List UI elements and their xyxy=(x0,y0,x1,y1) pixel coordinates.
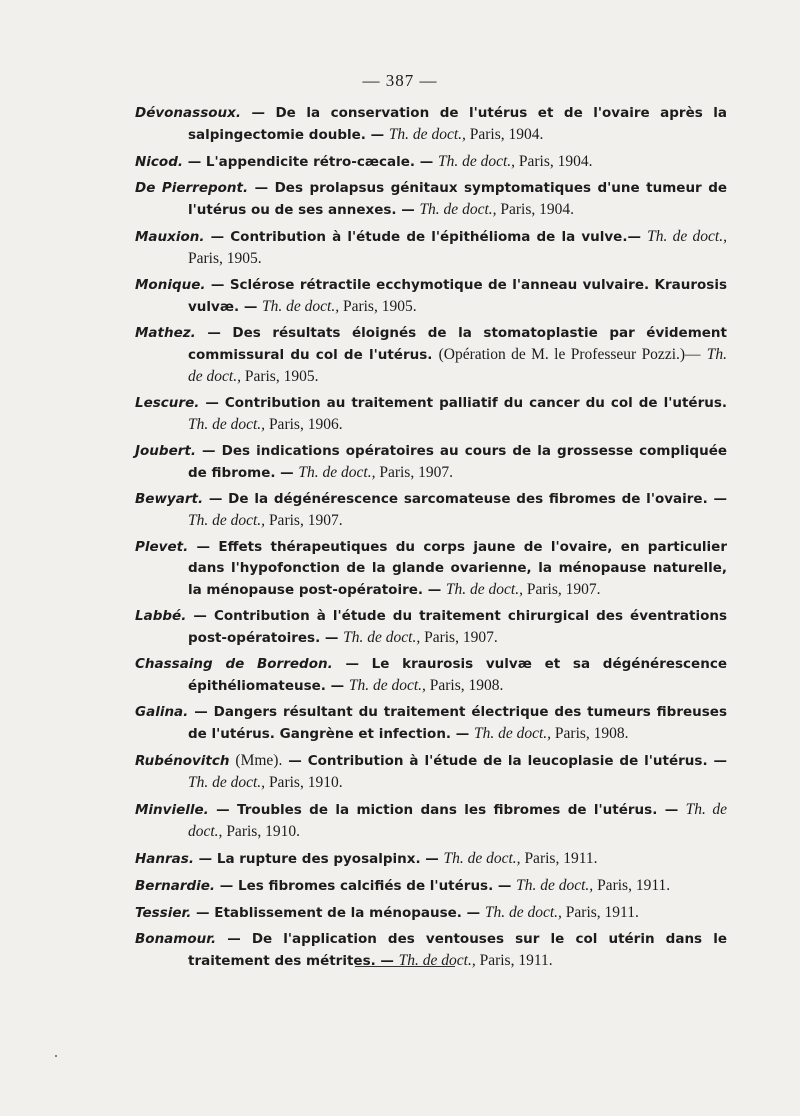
entry-title: — Troubles de la miction dans les fibromes de l'utérus. — xyxy=(216,802,679,818)
entry-title: — Le kraurosis vulvæ et sa dégénérescence épithéliomateuse. — xyxy=(188,656,727,694)
entry-thesis-label: Th. de doct., xyxy=(348,677,426,694)
entry-title: — Contribution à l'étude de la leucoplasie de l'utérus. — xyxy=(288,753,727,769)
bibliography-entry xyxy=(135,393,727,436)
entry-author: Rubénovitch xyxy=(135,753,230,769)
bibliography-entry xyxy=(135,537,727,601)
entry-place-year: Paris, 1910. xyxy=(226,823,300,840)
entry-title: — Des résultats éloignés de la stomatoplastie par évidement commissural du col de l'utérus. xyxy=(188,325,727,363)
bibliography-list xyxy=(135,103,727,977)
bibliography-entry xyxy=(135,606,727,649)
entry-author: Dévonassoux. xyxy=(135,105,241,121)
scan-speck xyxy=(55,1055,57,1057)
bibliography-entry xyxy=(135,654,727,697)
bibliography-entry xyxy=(135,226,727,270)
bibliography-entry xyxy=(135,323,727,388)
entry-title: — Effets thérapeutiques du corps jaune de l'ovaire, en particulier dans l'hypofonction de la glande ovarienne, la ménopause naturelle, la ménopause post-opératoire. — xyxy=(188,539,728,598)
entry-author: Tessier. xyxy=(135,905,192,921)
entry-thesis-label: Th. de doct., xyxy=(188,774,266,791)
entry-author: Lescure. xyxy=(135,395,200,411)
entry-place-year: Paris, 1905. xyxy=(342,298,417,315)
entry-thesis-label: Th. de doct., xyxy=(262,298,340,315)
entry-note: (Opération de M. le Professeur Pozzi.)— xyxy=(438,346,701,363)
bibliography-entry xyxy=(135,799,727,843)
entry-thesis-label: Th. de doct., xyxy=(298,464,376,481)
entry-place-year: Paris, 1904. xyxy=(469,126,544,143)
bibliography-entry xyxy=(135,875,727,897)
entry-thesis-label: Th. de doct., xyxy=(188,346,728,385)
entry-citation xyxy=(262,298,417,315)
bibliography-entry xyxy=(135,489,727,532)
entry-place-year: Paris, 1911. xyxy=(565,904,639,921)
page-number: — 387 — xyxy=(362,71,438,90)
entry-title: — Des indications opératoires au cours de la grossesse compliquée de fibrome. — xyxy=(188,443,728,481)
entry-thesis-label: Th. de doct., xyxy=(473,725,552,742)
entry-thesis-label: Th. de doct., xyxy=(647,228,727,245)
entry-thesis-label: Th. de doct., xyxy=(437,153,516,170)
entry-citation xyxy=(343,629,498,646)
entry-title: — Etablissement de la ménopause. — xyxy=(196,905,481,921)
entry-thesis-label: Th. de doct., xyxy=(419,201,497,218)
entry-place-year: Paris, 1911. xyxy=(524,850,598,867)
entry-citation xyxy=(474,725,629,742)
entry-title: — Contribution à l'étude de l'épithélioma de la vulve.— xyxy=(210,229,641,245)
entry-thesis-label: Th. de doct., xyxy=(188,416,266,433)
bibliography-entry xyxy=(135,151,727,173)
closing-rule xyxy=(355,966,455,967)
entry-place-year: Paris, 1911. xyxy=(597,877,671,894)
bibliography-entry xyxy=(135,275,727,318)
entry-citation xyxy=(188,774,343,791)
entry-citation xyxy=(188,512,343,529)
entry-place-year: Paris, 1907. xyxy=(526,581,601,598)
entry-place-year: Paris, 1908. xyxy=(554,725,629,742)
entry-author: Mauxion. xyxy=(135,229,205,245)
entry-thesis-label: Th. de doct., xyxy=(343,629,421,646)
entry-citation xyxy=(298,464,453,481)
entry-author: Bewyart. xyxy=(135,491,204,507)
entry-title: — Contribution à l'étude du traitement chirurgical des éventrations post-opératoires. — xyxy=(188,608,727,646)
entry-place-year: Paris, 1911. xyxy=(479,952,553,969)
bibliography-entry xyxy=(135,441,727,484)
entry-thesis-label: Th. de doct., xyxy=(484,904,562,921)
entry-citation xyxy=(349,677,504,694)
entry-place-year: Paris, 1904. xyxy=(500,201,574,218)
bibliography-entry xyxy=(135,750,727,794)
entry-author: Bernardie. xyxy=(135,878,216,894)
entry-note: (Mme). xyxy=(235,752,283,769)
entry-author: Mathez. xyxy=(135,325,196,341)
bibliography-entry xyxy=(135,103,727,146)
entry-author: Bonamour. xyxy=(135,931,217,947)
entry-thesis-label: Th. de doct., xyxy=(398,952,476,969)
entry-place-year: Paris, 1907. xyxy=(379,464,453,481)
entry-thesis-label: Th. de doct., xyxy=(516,877,594,894)
entry-title: — De l'application des ventouses sur le col utérin dans le traitement des métrites. — xyxy=(188,931,727,969)
entry-citation xyxy=(419,201,574,218)
entry-place-year: Paris, 1908. xyxy=(429,677,504,694)
entry-title: — Contribution au traitement palliatif du cancer du col de l'utérus. xyxy=(205,395,727,411)
entry-citation xyxy=(389,126,544,143)
bibliography-entry xyxy=(135,848,727,870)
entry-title: — Dangers résultant du traitement électrique des tumeurs fibreuses de l'utérus. Gangrène et infection. — xyxy=(188,704,727,742)
entry-title: — Les fibromes calcifiés de l'utérus. — xyxy=(219,878,512,894)
entry-author: Joubert. xyxy=(135,443,196,459)
entry-author: Monique. xyxy=(135,277,206,293)
entry-place-year: Paris, 1907. xyxy=(268,512,343,529)
entry-citation xyxy=(188,416,343,433)
entry-author: Minvielle. xyxy=(135,802,209,818)
entry-author: Labbé. xyxy=(135,608,187,624)
entry-author: Galina. xyxy=(135,704,189,720)
entry-title: — Sclérose rétractile ecchymotique de l'anneau vulvaire. Kraurosis vulvæ. — xyxy=(188,277,727,315)
entry-thesis-label: Th. de doct., xyxy=(188,801,727,840)
entry-citation xyxy=(485,904,639,921)
entry-title: — De la dégénérescence sarcomateuse des fibromes de l'ovaire. — xyxy=(208,491,727,507)
entry-place-year: Paris, 1906. xyxy=(268,416,343,433)
entry-thesis-label: Th. de doct., xyxy=(443,850,521,867)
entry-author: Chassaing de Borredon. xyxy=(135,656,333,672)
entry-place-year: Paris, 1905. xyxy=(188,250,262,267)
entry-title: — De la conservation de l'utérus et de l'ovaire après la salpingectomie double. — xyxy=(188,105,727,143)
entry-place-year: Paris, 1905. xyxy=(244,368,319,385)
entry-citation xyxy=(516,877,670,894)
entry-author: Nicod. xyxy=(135,154,183,170)
bibliography-entry xyxy=(135,902,727,924)
entry-place-year: Paris, 1910. xyxy=(268,774,343,791)
entry-place-year: Paris, 1904. xyxy=(518,153,593,170)
entry-author: Plevet. xyxy=(135,539,189,555)
entry-title: — La rupture des pyosalpinx. — xyxy=(198,851,439,867)
bibliography-entry xyxy=(135,178,727,221)
entry-thesis-label: Th. de doct., xyxy=(188,512,266,529)
entry-thesis-label: Th. de doct., xyxy=(445,581,523,598)
entry-thesis-label: Th. de doct., xyxy=(388,126,466,143)
entry-citation xyxy=(438,153,593,170)
bibliography-entry xyxy=(135,702,727,745)
entry-author: Hanras. xyxy=(135,851,194,867)
entry-title: — Des prolapsus génitaux symptomatiques d'une tumeur de l'utérus ou de ses annexes. — xyxy=(188,180,728,218)
entry-citation xyxy=(446,581,601,598)
entry-author: De Pierrepont. xyxy=(135,180,249,196)
entry-title: — L'appendicite rétro-cæcale. — xyxy=(187,154,434,170)
entry-citation xyxy=(444,850,598,867)
entry-place-year: Paris, 1907. xyxy=(424,629,498,646)
